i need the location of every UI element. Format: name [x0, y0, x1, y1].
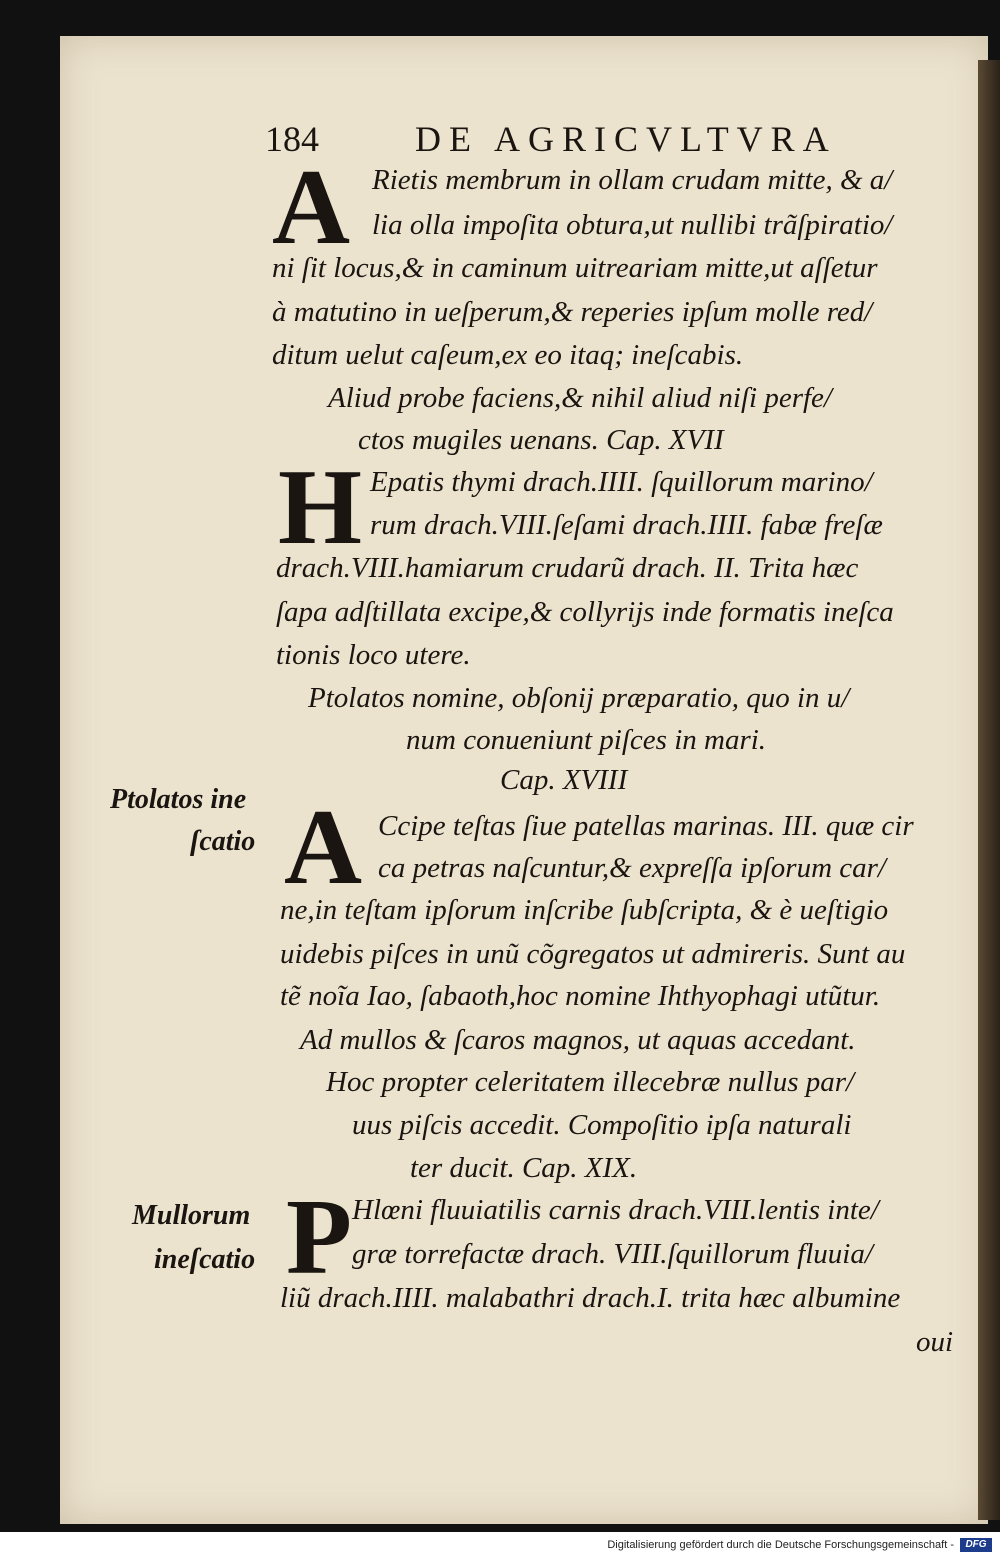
- text-line: à matutino in ueſperum,& reperies ipſum molle red/: [272, 296, 873, 328]
- chapter-heading: ctos mugiles uenans. Cap. XVII: [358, 424, 724, 456]
- text-line: drach.VIII.hamiarum crudarũ drach. II. Trita hæc: [276, 552, 859, 584]
- text-line: Epatis thymi drach.IIII. ſquillorum marino/: [370, 466, 873, 498]
- text-line: uidebis piſces in unũ cõgregatos ut admireris. Sunt au: [280, 938, 906, 970]
- text-line: Ccipe teſtas ſiue patellas marinas. III. quæ cir: [378, 810, 914, 842]
- text-line: rum drach.VIII.ſeſami drach.IIII. fabæ freſæ: [370, 509, 883, 541]
- chapter-heading: ter ducit. Cap. XIX.: [410, 1152, 638, 1184]
- page-edge: [978, 60, 1000, 1520]
- margin-note: ſcatio: [190, 826, 256, 857]
- chapter-heading: Cap. XVIII: [500, 764, 628, 796]
- chapter-heading: uus piſcis accedit. Compoſitio ipſa naturali: [352, 1109, 852, 1141]
- drop-initial-a: A: [284, 788, 362, 907]
- footer-bar: [0, 1532, 1000, 1558]
- page-number: 184: [265, 119, 319, 159]
- text-line: Rietis membrum in ollam crudam mitte, & a/: [372, 164, 893, 196]
- chapter-heading: Ad mullos & ſcaros magnos, ut aquas accedant.: [300, 1024, 856, 1056]
- text-line: græ torrefactæ drach. VIII.ſquillorum fluuia/: [352, 1238, 873, 1270]
- margin-note: Ptolatos ine: [110, 784, 247, 815]
- drop-initial-p: P: [286, 1178, 352, 1297]
- margin-note: Mullorum: [132, 1200, 251, 1231]
- chapter-heading: num conueniunt piſces in mari.: [406, 724, 767, 756]
- drop-initial-a: A: [272, 148, 350, 267]
- margin-note: ineſcatio: [154, 1244, 256, 1275]
- chapter-heading: Aliud probe faciens,& nihil aliud niſi perfe/: [328, 382, 832, 414]
- catchword: oui: [916, 1326, 954, 1358]
- text-line: tẽ noĩa Iao, ſabaoth,hoc nomine Ihthyophagi utũtur.: [280, 980, 881, 1012]
- text-line: ditum uelut caſeum,ex eo itaq; ineſcabis.: [272, 339, 744, 371]
- text-line: ſapa adſtillata excipe,& collyrijs inde formatis ineſca: [276, 596, 894, 628]
- dfg-logo: DFG: [960, 1538, 992, 1552]
- running-title: DE AGRICVLTVRA: [415, 119, 837, 159]
- chapter-heading: Ptolatos nomine, obſonij præparatio, quo in u/: [308, 682, 850, 714]
- text-line: ca petras naſcuntur,& expreſſa ipſorum car/: [378, 852, 886, 884]
- chapter-heading: Hoc propter celeritatem illecebræ nullus par/: [326, 1066, 855, 1098]
- footer-credit: Digitalisierung gefördert durch die Deutsche Forschungsgemeinschaft -: [607, 1539, 954, 1551]
- text-line: Hlœni fluuiatilis carnis drach.VIII.lentis inte/: [352, 1194, 879, 1226]
- text-line: tionis loco utere.: [276, 639, 471, 671]
- text-line: lia olla impoſita obtura,ut nullibi trãſpiratio/: [372, 209, 893, 241]
- drop-initial-h: H: [278, 448, 363, 567]
- text-line: ne,in teſtam ipſorum inſcribe ſubſcripta, & è ueſtigio: [280, 894, 889, 926]
- page-header: [265, 118, 965, 158]
- text-line: liũ drach.IIII. malabathri drach.I. trita hæc albumine: [280, 1282, 901, 1314]
- text-line: ni ſit locus,& in caminum uitreariam mitte,ut aſſetur: [272, 252, 878, 284]
